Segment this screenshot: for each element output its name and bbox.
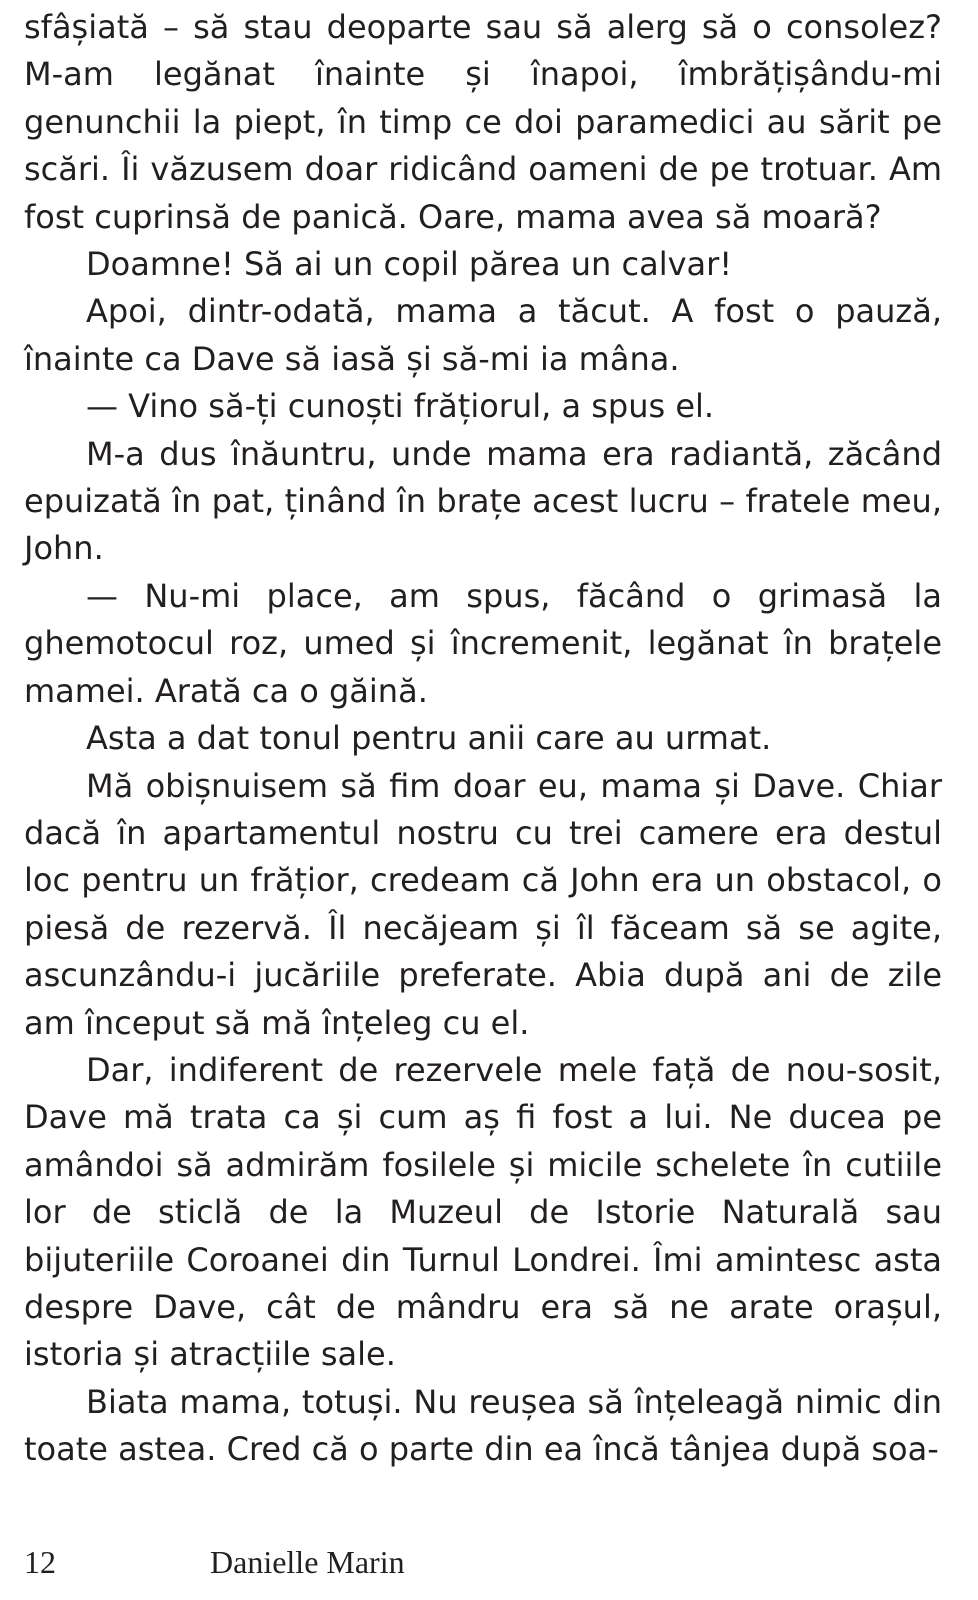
page-footer [24, 1544, 942, 1584]
dialogue-line: — Nu-mi place, am spus, făcând o grimasă la ghemotocul roz, umed și încremenit, legănat în brațele mamei. Arată ca o găină. [24, 576, 942, 710]
paragraph: M-a dus înăuntru, unde mama era radiantă, zăcând epuizată în pat, ținând în brațe acest lucru – fratele meu, John. [24, 434, 942, 568]
dialogue-line: — Vino să-ți cunoști frățiorul, a spus el. [86, 387, 715, 426]
paragraph: Doamne! Să ai un copil părea un calvar! [86, 245, 733, 284]
page-body [24, 4, 942, 1474]
running-head-author: Danielle Marin [210, 1544, 405, 1580]
paragraph: Apoi, dintr-odată, mama a tăcut. A fost o pauză, înainte ca Dave să iasă și să-mi ia mâna. [24, 292, 942, 378]
paragraph: Mă obișnuisem să fim doar eu, mama și Dave. Chiar dacă în apartamentul nostru cu trei camere era destul loc pentru un frățior, credeam că John era un obstacol, o piesă de rezervă. Îl necăjeam și îl făceam să se agite, ascunzându-i jucăriile preferate. Abia după ani de zile am început să mă înțeleg cu el. [24, 766, 942, 1042]
paragraph: Biata mama, totuși. Nu reușea să înțeleagă nimic din toate astea. Cred că o parte din ea încă tânjea după soa- [24, 1382, 942, 1469]
page-number: 12 [24, 1544, 56, 1580]
paragraph-continued: sfâșiată – să stau deoparte sau să alerg să o consolez? M-am legănat înainte și înapoi, îmbrățișându-mi genunchii la piept, în timp ce doi paramedici au sărit pe scări. Îi văzusem doar ridicând oameni de pe trotuar. Am fost cuprinsă de panică. Oare, mama avea să moară? [24, 8, 942, 236]
paragraph: Asta a dat tonul pentru anii care au urmat. [86, 719, 772, 758]
paragraph: Dar, indiferent de rezervele mele față de nou-sosit, Dave mă trata ca și cum aș fi fost a lui. Ne ducea pe amândoi să admirăm fosilele și micile schelete în cutiile lor de sticlă de la Muzeul de Istorie Naturală sau bijuteriile Coroanei din Turnul Londrei. Îmi amintesc asta despre Dave, cât de mândru era să ne arate orașul, istoria și atracțiile sale. [24, 1050, 942, 1374]
